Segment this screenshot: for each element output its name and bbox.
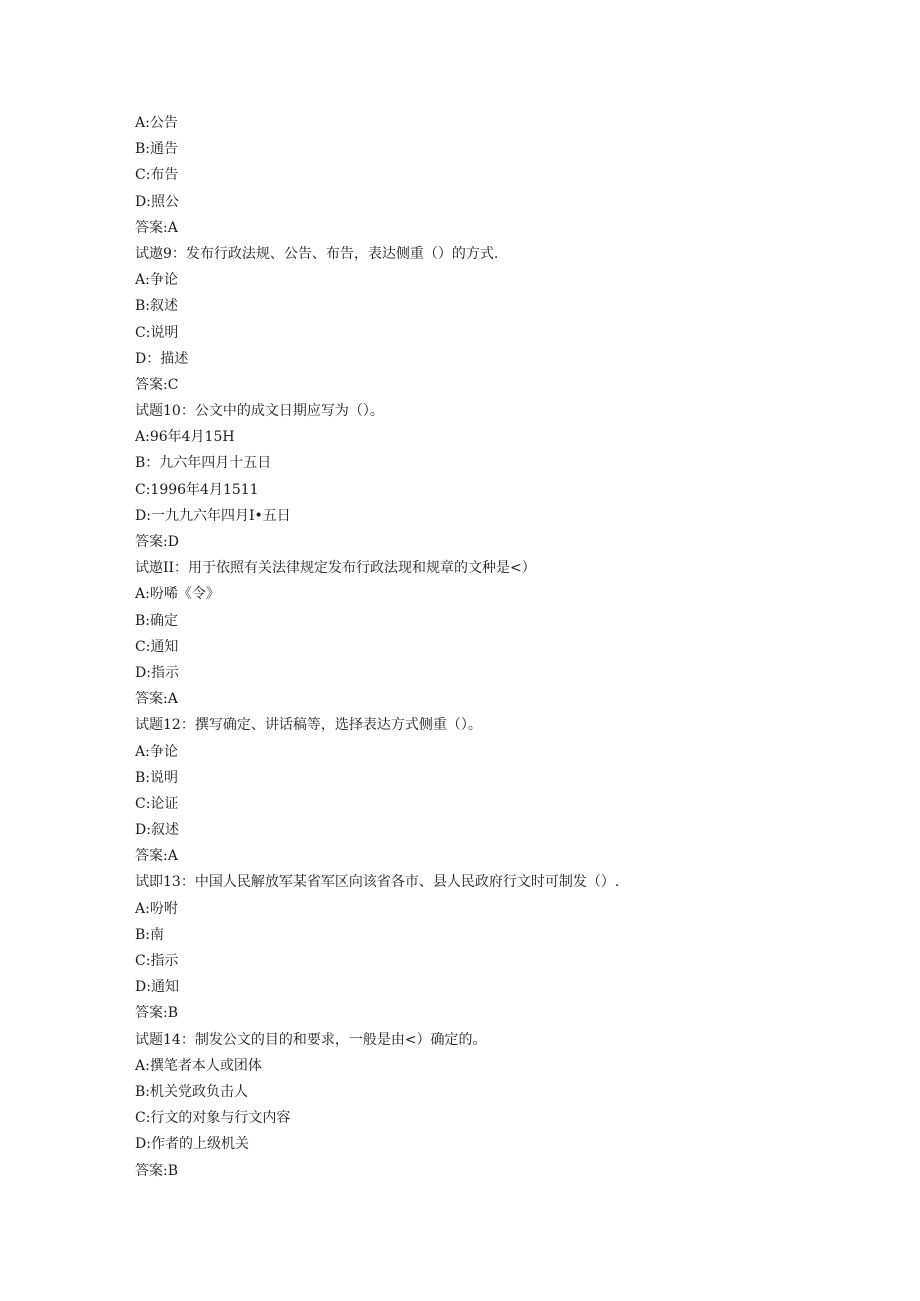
option-c: C:论证: [135, 795, 179, 812]
option-d: D:指示: [135, 664, 179, 681]
option-b: B:通告: [135, 141, 179, 158]
question-14: 试题14：制发公文的目的和要求，一般是由<）确定的。: [135, 1031, 487, 1048]
question-10: 试题10：公文中的成文日期应写为（）。: [135, 403, 384, 420]
option-b: B:机关党政负击人: [135, 1083, 249, 1100]
option-d: D:作者的上级机关: [135, 1136, 249, 1153]
option-c: C:布告: [135, 167, 179, 184]
option-b: B：九六年四月十五日: [135, 455, 272, 472]
option-b: B:说明: [135, 769, 179, 786]
option-d: D：描述: [135, 350, 189, 367]
option-a: A:吩咐: [135, 900, 178, 917]
document-page: [135, 110, 875, 1184]
option-a: A:争论: [135, 272, 178, 289]
answer: 答案:A: [135, 219, 178, 236]
option-c: C:通知: [135, 638, 179, 655]
option-c: C:说明: [135, 324, 179, 341]
answer: 答案:D: [135, 534, 179, 550]
option-d: D:叙述: [135, 822, 179, 839]
option-a: A:公告: [135, 115, 178, 131]
option-a: A:争论: [135, 743, 178, 760]
option-c: C:指示: [135, 953, 179, 969]
question-13: 试即13：中国人民解放军某省军区向该省各市、县人民政府行文时可制发（）.: [135, 874, 620, 891]
answer: 答案:B: [135, 1162, 179, 1179]
answer: 答案:B: [135, 1005, 179, 1022]
option-c: C:行文的对象与行文内容: [135, 1110, 291, 1127]
option-c: C:1996年4月1511: [135, 481, 259, 498]
option-b: B:南: [135, 926, 165, 943]
option-a: A:撰笔者本人或团体: [135, 1057, 262, 1074]
option-d: D:一九九六年四月I•五日: [135, 507, 291, 524]
option-d: D:照公: [135, 193, 179, 210]
question-9: 试遨9：发布行政法规、公告、布告，表达侧重（）的方式.: [135, 245, 499, 262]
question-12: 试题12：撰写确定、讲话稿等，选择表达方式侧重（）。: [135, 717, 482, 734]
answer: 答案:A: [135, 848, 178, 865]
option-b: B:确定: [135, 612, 179, 629]
option-a: A:96年4月15H: [135, 429, 235, 446]
answer: 答案:C: [135, 376, 179, 393]
option-d: D:通知: [135, 979, 179, 996]
answer: 答案:A: [135, 691, 178, 708]
question-11: 试遨II：用于依照有关法律规定发布行政法现和规章的文种是<）: [135, 560, 536, 577]
option-a: A:吩唏《令》: [135, 586, 220, 603]
option-b: B:叙述: [135, 298, 179, 315]
